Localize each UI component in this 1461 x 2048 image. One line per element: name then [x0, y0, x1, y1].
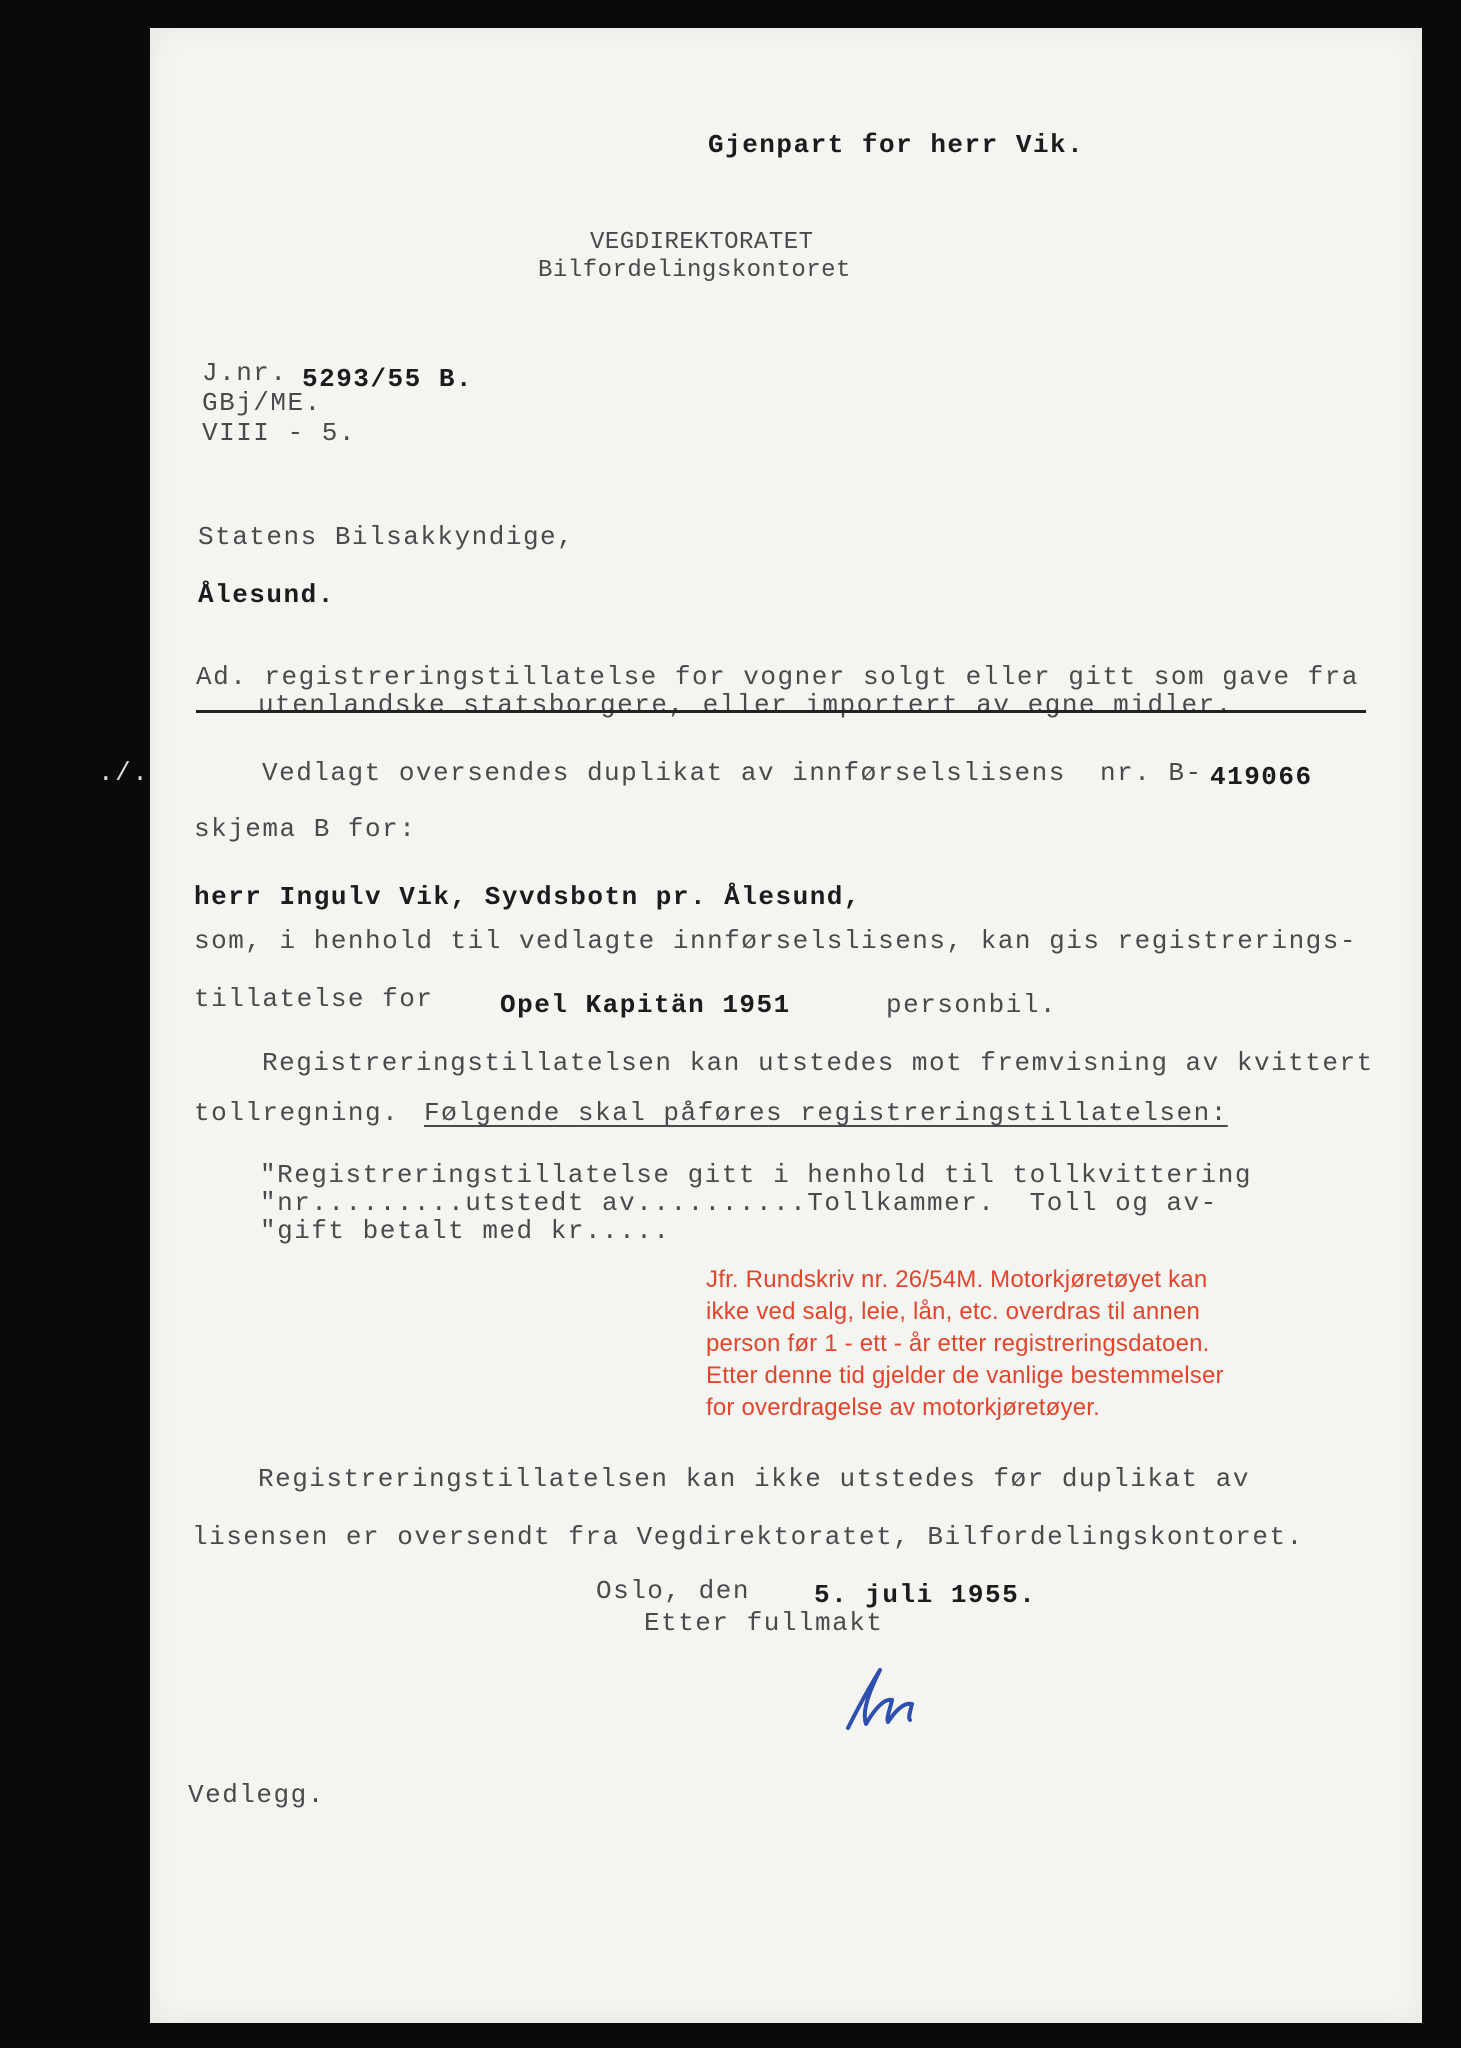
subject-line-1: Ad. registreringstillatelse for vogner solgt eller gitt som gave fra — [196, 662, 1359, 692]
body-paragraph-4-line-1: Registreringstillatelsen kan ikke utstedes før duplikat av — [258, 1464, 1250, 1494]
org-department: Bilfordelingskontoret — [538, 257, 851, 284]
quoted-text-line-3: "gift betalt med kr..... — [260, 1216, 671, 1246]
body-paragraph-2-line-2-start: tillatelse for — [194, 984, 434, 1014]
closing-place: Oslo, den — [596, 1576, 750, 1606]
journal-number-label: J.nr. — [202, 358, 288, 388]
subject-line-2: utenlandske statsborgere, eller importert av egne midler. — [258, 690, 1233, 720]
licensee: herr Ingulv Vik, Syvdsbotn pr. Ålesund, — [194, 882, 861, 912]
body-paragraph-1-line-1: Vedlagt oversendes duplikat av innførselslisens nr. B- — [262, 758, 1203, 788]
stamp-line: ikke ved salg, leie, lån, etc. overdras til annen — [706, 1298, 1201, 1325]
reference-initials: GBj/ME. — [202, 388, 322, 418]
subject-rule — [196, 710, 1366, 713]
red-rubber-stamp — [706, 1264, 1346, 1424]
body-paragraph-3-line-2-start: tollregning. — [194, 1098, 400, 1128]
stamp-line: person før 1 - ett - år etter registreringsdatoen. — [706, 1330, 1210, 1357]
vehicle-model: Opel Kapitän 1951 — [500, 990, 791, 1020]
enclosure-margin-mark: ./. — [98, 758, 150, 788]
body-paragraph-3-instruction: Følgende skal påføres registreringstillatelsen: — [424, 1098, 1228, 1128]
body-paragraph-4-line-2: lisensen er oversendt fra Vegdirektoratet, Bilfordelingskontoret. — [192, 1522, 1304, 1552]
license-number: 419066 — [1210, 762, 1313, 792]
signature-mark — [840, 1658, 960, 1738]
stamp-line: Etter denne tid gjelder de vanlige bestemmelser — [706, 1362, 1224, 1389]
closing-authority: Etter fullmakt — [644, 1608, 884, 1638]
stamp-line: Jfr. Rundskriv nr. 26/54M. Motorkjøretøyet kan — [706, 1266, 1208, 1293]
journal-number: 5293/55 B. — [302, 364, 474, 394]
org-name: VEGDIREKTORATET — [590, 229, 814, 256]
body-paragraph-1-line-2: skjema B for: — [194, 814, 417, 844]
quoted-text-line-2: "nr.........utstedt av..........Tollkammer. Toll og av- — [260, 1188, 1218, 1218]
stamp-line: for overdragelse av motorkjøretøyer. — [706, 1394, 1101, 1421]
enclosure-note: Vedlegg. — [188, 1780, 325, 1810]
closing-date: 5. juli 1955. — [814, 1580, 1037, 1610]
recipient-city: Ålesund. — [198, 580, 335, 610]
body-paragraph-2-line-1: som, i henhold til vedlagte innførselslisens, kan gis registrerings- — [194, 926, 1357, 956]
body-paragraph-3-line-1: Registreringstillatelsen kan utstedes mot fremvisning av kvittert — [262, 1048, 1374, 1078]
copy-note: Gjenpart for herr Vik. — [708, 130, 1085, 160]
recipient-name: Statens Bilsakkyndige, — [198, 522, 575, 552]
reference-section: VIII - 5. — [202, 418, 356, 448]
quoted-text-line-1: "Registreringstillatelse gitt i henhold til tollkvittering — [260, 1160, 1252, 1190]
letter-page — [98, 28, 1422, 2023]
vehicle-type: personbil. — [886, 990, 1058, 1020]
